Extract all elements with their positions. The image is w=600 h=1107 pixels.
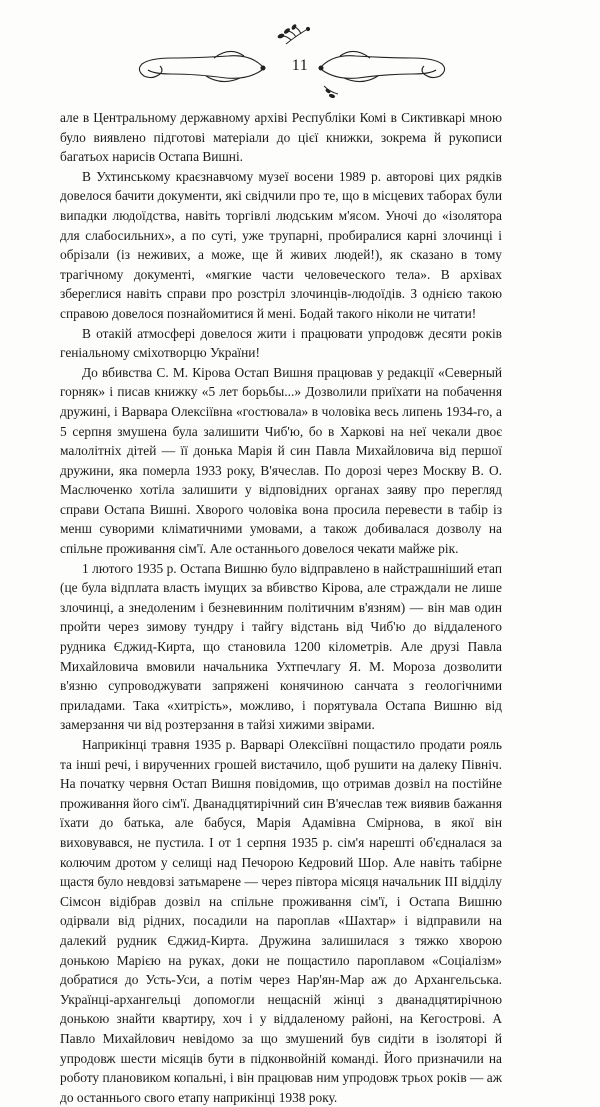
small-leaf-icon	[324, 86, 338, 98]
paragraph: але в Центральному державному архіві Республіки Комі в Сиктивкарі мною було виявлено підготові матеріали до цієї книжки, зокрема й рукописи багатьох нарисів Остапа Вишні.	[60, 110, 502, 165]
paragraph: В Ухтинському краєзнавчому музеї восени 1989 р. авторові цих рядків довелося бачити документи, які свідчили про те, що в місцевих таборах були випадки людоїдства, навіть торгівлі людським м'ясом. Уночі до «ізолятора для слабосильних», а по суті, уже трупарні, пробиралися карні злочинці і обрізали (із неживих, а може, ще й живих людей!), як сказано в тому трагічному документі, «мягкие части человеческого тела». В архівах збереглися навіть справи про розстріл злочинців-людоїдів. З однією такою справою довелося познайомитися й мені. Бодай такого ніколи не читати!	[60, 168, 502, 321]
paragraph: До вбивства С. М. Кірова Остап Вишня працював у редакції «Северный горняк» і писав книжку «5 лет борьбы...» Дозволили приїхати на побачення дружині, і Варвара Олексіївна «гостювала» в чоловіка весь липень 1934-го, а 5 серпня змушена була залишити Чиб'ю, бо в Харкові на неї чекали двоє малолітніх дітей — її донька Марія й син Павла Михайловича від першої дружини, яка померла 1933 року, В'ячеслав. По дорозі через Москву В. О. Маслюченко хотіла залишити у відповідних органах заяву про перегляд справи Остапа Вишні. Хворого чоловіка вона просила перевести в табір із менш суворими кліматичними умовами, а також добивалася дозволу на спільне проживання сім'ї. Але останнього довелося чекати майже рік.	[60, 364, 502, 557]
page-number: 11	[291, 57, 309, 74]
leaf-sprig-icon	[278, 24, 310, 44]
decorative-ornament	[0, 0, 600, 100]
paragraph: 1 лютого 1935 р. Остапа Вишню було відправлено в найстрашніший етап (це була відплата власть імущих за вбивство Кірова, але страждали не лише злочинці, а знедоленим і безневинним політичним в'язням) — він мав один пройти через зимову тундру і тайгу відстань від Чиб'ю до віддаленого рудника Єджид-Кирта, що становила 1200 кілометрів. Але друзі Павла Михайловича вмовили начальника Ухтпечлагу Я. М. Мороза дозволити в'язню супроводжувати запряжені конячиною санчата з геологічними приладами. Така «хитрість», можливо, і порятувала Остапа Вишню від замерзання чи від розтерзання в тайзі хижими звірами.	[60, 560, 502, 733]
paragraph: В отакій атмосфері довелося жити і працювати упродовж десяти років геніальному сміхотворцю України!	[60, 325, 502, 361]
page-header	[0, 0, 600, 100]
body-text	[60, 108, 502, 1107]
paragraph: Наприкінці травня 1935 р. Варварі Олексіївні пощастило продати рояль та інші речі, і вирученних грошей вистачило, щоб рушити на далеку Північ. На початку червня Остап Вишня повідомив, що отримав дозвіл на постійне проживання його сім'ї. Дванадцятирічний син В'ячеслав теж виявив бажання їхати до батька, але бабуся, Марія Адамівна Смірнова, в якої він виховувався, не пустила. І от 1 серпня 1935 р. сім'я нарешті об'єдналася за колючим дротом у селищі над Печорою Кедровий Шор. Але навіть табірне щастя було невдовзі затьмарене — через півтора місяця начальник ІІІ відділу Сімсон відібрав дозвіл на спільне проживання сім'ї, і Остапа Вишню одірвали від рідних, посадили на пароплав «Шахтар» і відправили на далекий рудник Єджид-Кирта. Дружина залишилася з тяжко хворою донькою Марією на руках, доки не пощастило пароплавом «Соціалізм» добратися до Усть-Уси, а потім через Нар'ян-Мар аж до Архангельська. Українці-архангельці допомогли нещасній жінці з дванадцятирічною донькою знайти квартиру, хоч і у віддаленому районі, на Кегострові. А Павло Михайлович невідомо за що змушений був сидіти в ізоляторі й упродовж шести місяців бути в підконвойній команді. Його призначили на роботу плановиком копальні, і він працював ним упродовж трьох років — аж до останнього свого етапу наприкінці 1938 року.	[60, 737, 502, 1105]
